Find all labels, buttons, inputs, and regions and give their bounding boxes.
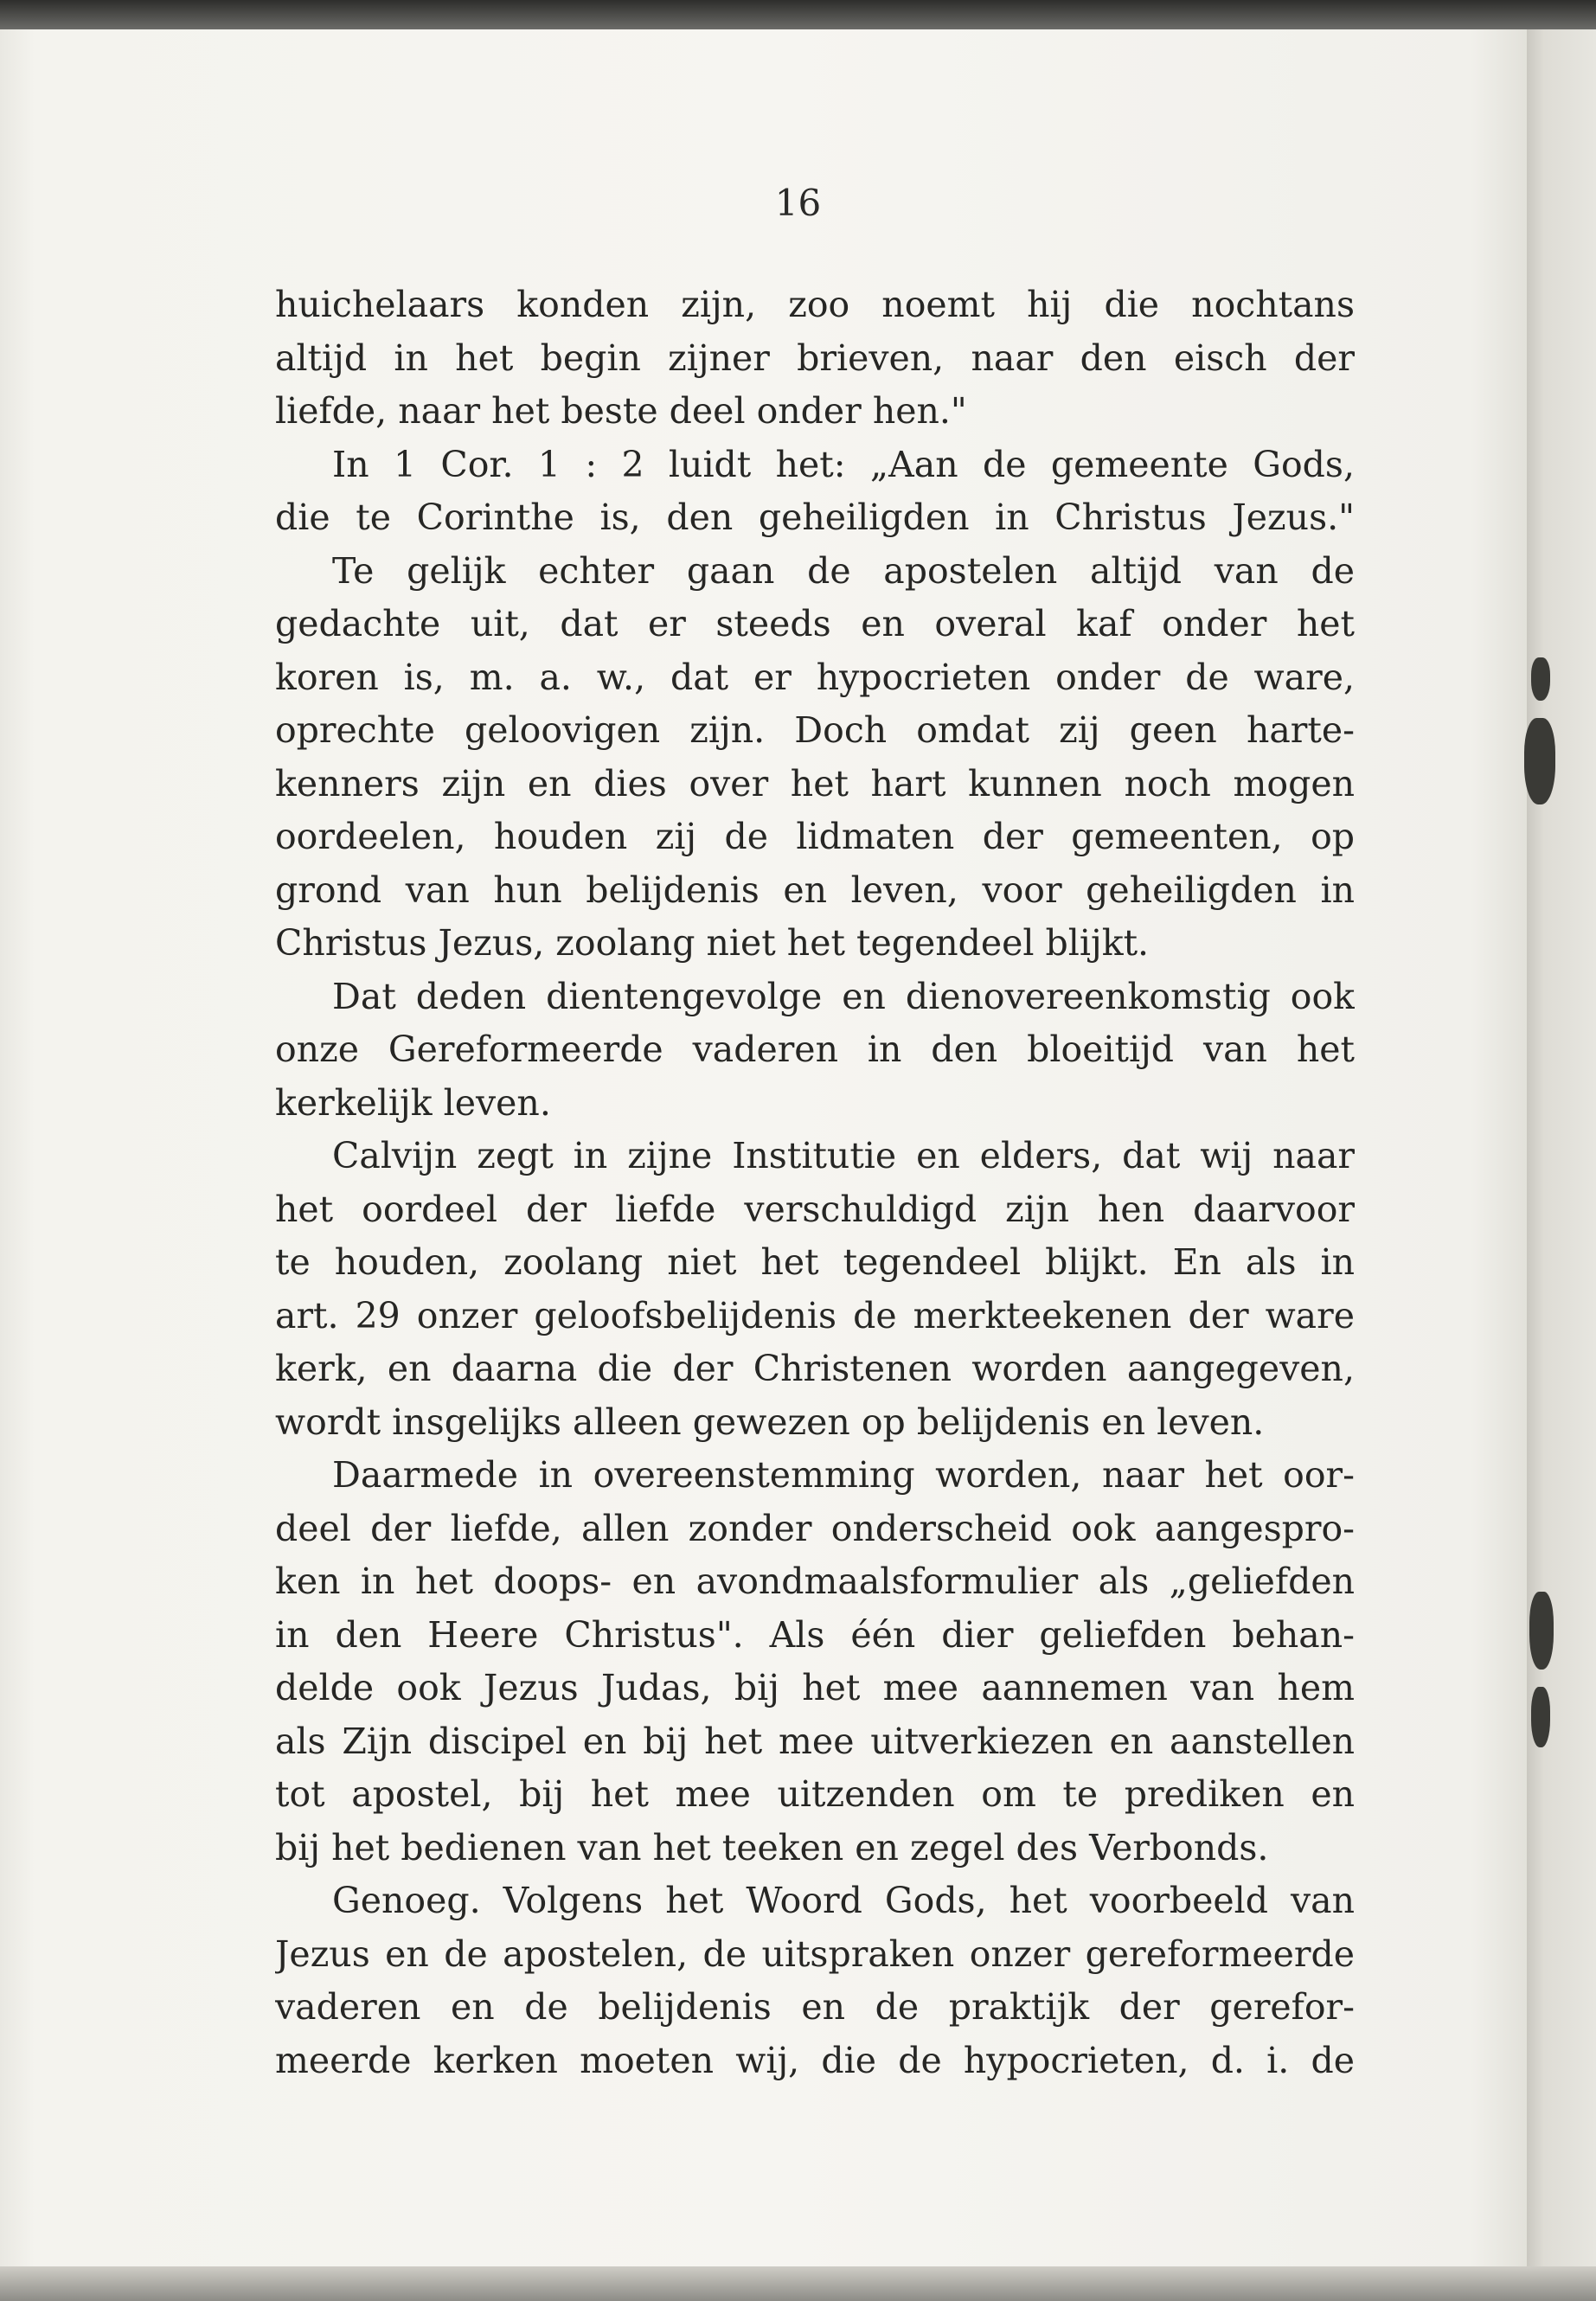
text-line: gedachte uit, dat er steeds en overal kaf onder het [275, 603, 1355, 644]
text-line: kerkelijk leven. [275, 1081, 551, 1124]
binding-stain [1529, 1592, 1554, 1670]
text-line: Calvijn zegt in zijne Institutie en elders, dat wij naar [332, 1135, 1355, 1176]
text-line: Jezus en de apostelen, de uitspraken onzer gereformeerde [275, 1932, 1355, 1975]
text-line: kerk, en daarna die der Christenen worden aangegeven, [275, 1348, 1355, 1389]
text-line: Daarmede in overeenstemming worden, naar het oor- [332, 1454, 1355, 1496]
text-line: kenners zijn en dies over het hart kunnen noch mogen [275, 762, 1355, 804]
text-line: bij het bedienen van het teeken en zegel des Verbonds. [275, 1826, 1269, 1868]
text-line: huichelaars konden zijn, zoo noemt hij die nochtans [275, 284, 1355, 325]
text-line: In 1 Cor. 1 : 2 luidt het: „Aan de gemeente Gods, [332, 443, 1355, 485]
body-text [275, 279, 1355, 2087]
text-line: meerde kerken moeten wij, die de hypocrieten, d. i. de [275, 2039, 1355, 2081]
text-line: Christus Jezus, zoolang niet het tegendeel blijkt. [275, 922, 1150, 964]
scan-top-shadow [0, 0, 1596, 29]
text-line: die te Corinthe is, den geheiligden in Christus Jezus." [275, 497, 1355, 538]
text-line: altijd in het begin zijner brieven, naar den eisch der [275, 336, 1355, 379]
text-line: Genoeg. Volgens het Woord Gods, het voorbeeld van [332, 1880, 1355, 1921]
text-line: als Zijn discipel en bij het mee uitverkiezen en aanstellen [275, 1720, 1355, 1762]
text-line: tot apostel, bij het mee uitzenden om te prediken en [275, 1773, 1355, 1815]
text-line: deel der liefde, allen zonder onderscheid ook aangespro- [275, 1507, 1355, 1549]
text-line: onze Gereformeerde vaderen in den bloeitijd van het [275, 1029, 1355, 1070]
binding-stain [1531, 1687, 1550, 1747]
text-line: wordt insgelijks alleen gewezen op belijdenis en leven. [275, 1400, 1265, 1443]
text-line: art. 29 onzer geloofsbelijdenis de merkteekenen der ware [275, 1294, 1355, 1336]
text-line: Dat deden dientengevolge en dienovereenkomstig ook [332, 975, 1355, 1017]
text-line: grond van hun belijdenis en leven, voor geheiligden in [275, 868, 1355, 911]
text-line: te houden, zoolang niet het tegendeel blijkt. En als in [275, 1241, 1355, 1283]
text-line: het oordeel der liefde verschuldigd zijn hen daarvoor [275, 1188, 1355, 1230]
page-number: 16 [774, 182, 822, 224]
text-line: oordeelen, houden zij de lidmaten der gemeenten, op [275, 816, 1355, 857]
text-line: vaderen en de belijdenis en de praktijk der gerefor- [275, 1986, 1355, 2028]
text-line: ken in het doops- en avondmaalsformulier als „geliefden [275, 1561, 1355, 1602]
scan-bottom-shadow [0, 2266, 1596, 2301]
binding-edge [1527, 29, 1596, 2266]
text-line: in den Heere Christus". Als één dier geliefden behan- [275, 1613, 1355, 1656]
text-line: liefde, naar het beste deel onder hen." [275, 390, 967, 432]
text-line: oprechte geloovigen zijn. Doch omdat zij geen harte- [275, 709, 1355, 751]
binding-stain [1524, 718, 1555, 804]
text-line: koren is, m. a. w., dat er hypocrieten onder de ware, [275, 656, 1355, 698]
binding-stain [1531, 657, 1550, 701]
text-line: delde ook Jezus Judas, bij het mee aannemen van hem [275, 1667, 1355, 1708]
text-line: Te gelijk echter gaan de apostelen altijd van de [332, 549, 1355, 592]
